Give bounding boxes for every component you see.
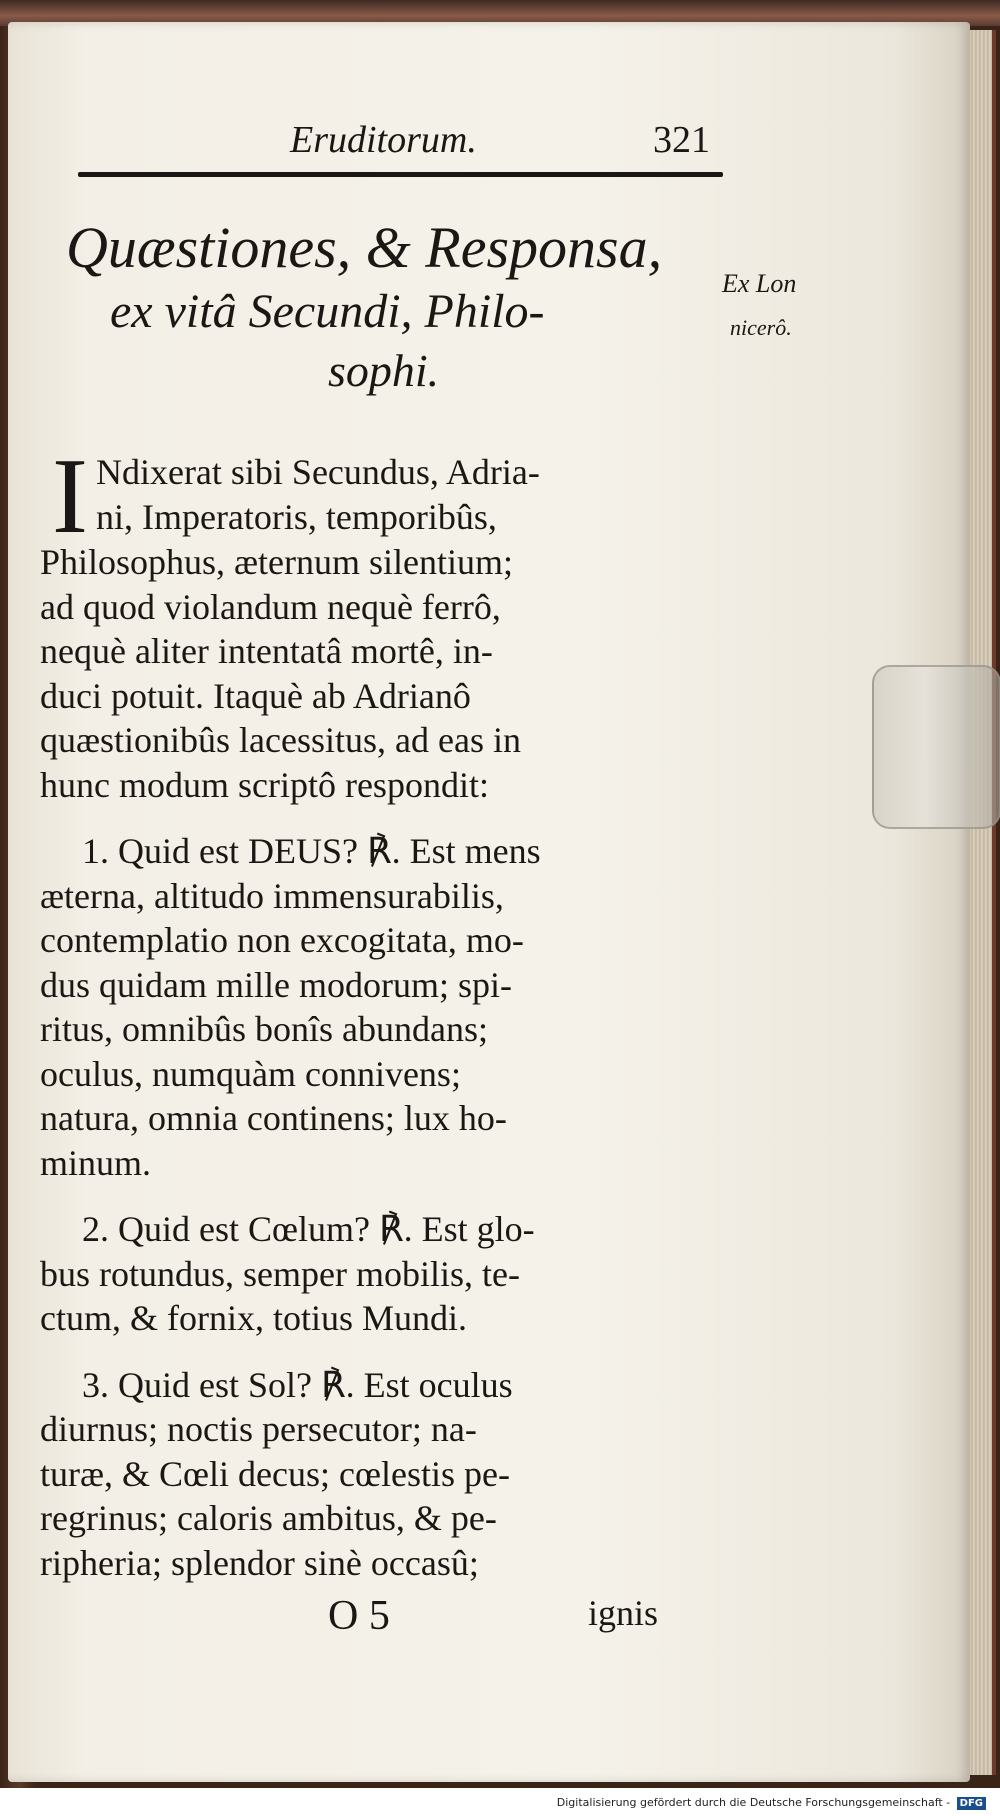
- dfg-logo: DFG: [957, 1797, 986, 1810]
- marginal-note: [722, 262, 862, 350]
- clip-overlay: [872, 665, 1000, 829]
- marginal-note-line-1: Ex Lon: [722, 269, 797, 298]
- signature-mark: O 5: [328, 1593, 390, 1639]
- question-1: [40, 829, 700, 1185]
- text-line: contemplatio non excogitata, mo-: [40, 920, 524, 960]
- text-line: 1. Quid est DEUS? ℟. Est mens: [82, 831, 541, 871]
- text-line: hunc modum scriptô respondit:: [40, 764, 489, 805]
- text-line: 3. Quid est Sol? ℟. Est oculus: [82, 1364, 513, 1405]
- text-line: diurnus; noctis persecutor; na-: [40, 1409, 477, 1449]
- text-line: regrinus; caloris ambitus, & pe-: [40, 1498, 497, 1538]
- credit-text: Digitalisierung gefördert durch die Deutsche Forschungsgemeinschaft -: [556, 1796, 951, 1809]
- section-title: [66, 214, 706, 400]
- text-line: nequè aliter intentatâ mortê, in-: [40, 631, 493, 671]
- intro-paragraph: [40, 437, 700, 807]
- question-2: [40, 1207, 700, 1341]
- digitization-credit: [557, 1796, 986, 1810]
- text-line: Ndixerat sibi Secundus, Adria-: [95, 452, 540, 492]
- body-text: [40, 437, 700, 1585]
- text-line: ritus, omnibûs bonîs abundans;: [40, 1009, 488, 1049]
- marginal-note-line-2: nicerô.: [730, 315, 792, 340]
- title-line-2: ex vitâ Secundi, Philo-: [110, 285, 545, 338]
- question-3: [40, 1363, 700, 1586]
- page-number: 321: [653, 119, 710, 161]
- text-line: 2. Quid est Cœlum? ℟. Est glo-: [82, 1209, 535, 1249]
- catchword: ignis: [588, 1593, 659, 1633]
- text-line: turæ, & Cœli decus; cœlestis pe-: [40, 1453, 510, 1494]
- text-line: bus rotundus, semper mobilis, te-: [40, 1253, 520, 1294]
- text-line: quæstionibûs lacessitus, ad eas in: [40, 720, 521, 760]
- text-line: ripheria; splendor sinè occasû;: [40, 1542, 479, 1583]
- text-line: natura, omnia continens; lux ho-: [40, 1098, 507, 1138]
- text-line: Philosophus, æternum silentium;: [40, 542, 514, 582]
- text-line: duci potuit. Itaquè ab Adrianô: [40, 675, 471, 716]
- text-line: ad quod violandum nequè ferrô,: [40, 586, 501, 627]
- drop-cap: I: [52, 437, 88, 556]
- running-head: Eruditorum.: [290, 119, 477, 161]
- text-line: ctum, & fornix, totius Mundi.: [40, 1298, 467, 1338]
- header-rule: [78, 172, 723, 177]
- text-line: æterna, altitudo immensurabilis,: [40, 875, 504, 916]
- text-line: dus quidam mille modorum; spi-: [40, 964, 512, 1005]
- text-line: oculus, numquàm connivens;: [40, 1053, 461, 1094]
- title-line-3: sophi.: [328, 345, 440, 396]
- text-line: minum.: [40, 1142, 152, 1183]
- page-header: [290, 118, 730, 168]
- text-line: ni, Imperatoris, temporibûs,: [95, 496, 497, 537]
- title-line-1: Quæstiones, & Responsa,: [66, 215, 663, 280]
